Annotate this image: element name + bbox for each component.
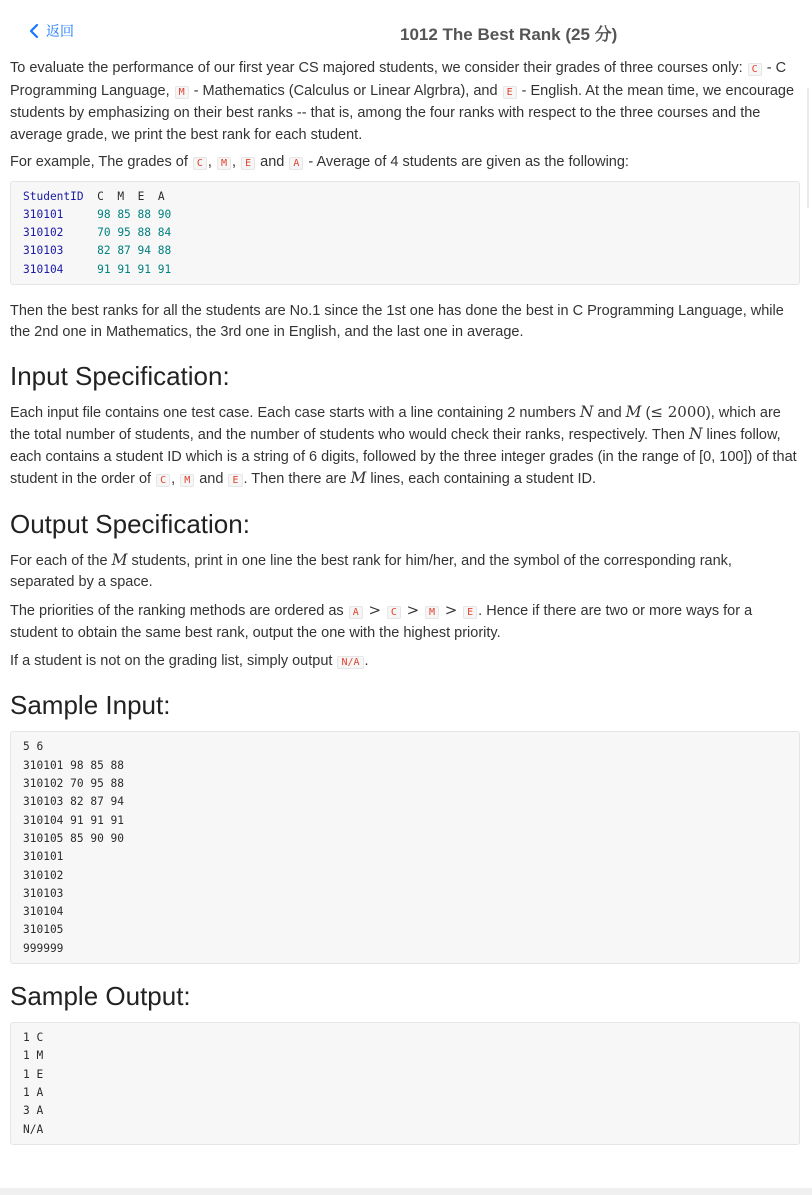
sample-input-line: 310104 91 91 91: [23, 813, 125, 827]
inline-code: E: [463, 606, 477, 619]
sample-input-line: 310103 82 87 94: [23, 795, 125, 809]
grades-table-code: StudentID C M E A 310101 98 85 88 90 310102 70 95 88 84 310103 82 87 94 88 310104 91 91 91 91: [10, 181, 800, 285]
sample-output-line: 1 E: [23, 1067, 44, 1081]
sample-input-line: 310105 85 90 90: [23, 831, 125, 845]
output-spec-heading: Output Specification:: [10, 508, 250, 539]
sample-input-line: 310104: [23, 905, 64, 919]
inline-code: C: [156, 474, 170, 487]
inline-code: A: [289, 157, 303, 170]
input-spec-text: Each input file contains one test case. Each case starts with a line containing 2 numbers N and M (≤ 2000), which are the total number of students, and the number of students who would check their ranks, respectively. Then N lines follow, each contains a student ID which is a string of 6 digits, followed by the three integer grades (in the range of [0, 100]) of that student in the order of C , M and E . Then there are M lines, each containing a student ID.: [10, 402, 797, 488]
back-button[interactable]: [28, 19, 74, 43]
sample-input-line: 310101 98 85 88: [23, 758, 125, 772]
intro-paragraph-2: For example, The grades of C , M , E and A - Average of 4 students are given as the following:: [10, 154, 629, 170]
intro-paragraph-1: To evaluate the performance of our first year CS majored students, we consider their grades of three courses only: C - C Programming Language, M - Mathematics (Calculus or Linear Algrbra), and E - English. At the mean time, we encourage students by emphasizing on their best ranks -- that is, among the four ranks with respect to the three courses and the average grade, we print the best rank for each student.: [10, 60, 795, 143]
back-label: 返回: [46, 24, 74, 40]
sample-input-line: 999999: [23, 941, 64, 955]
scroll-edge: [807, 88, 809, 208]
sample-output-line: N/A: [23, 1122, 44, 1136]
inline-code: N/A: [337, 656, 363, 669]
inline-code: C: [387, 606, 401, 619]
inline-code: E: [503, 86, 517, 99]
output-spec-paragraph-3: If a student is not on the grading list, simply output N/A .: [10, 652, 369, 669]
sample-input-line: 310102 70 95 88: [23, 777, 125, 791]
sample-input-code: [10, 731, 800, 964]
inline-code: C: [193, 157, 207, 170]
sample-output-code: [10, 1022, 800, 1145]
inline-code: A: [349, 606, 363, 619]
sample-input-line: 5 6: [23, 740, 44, 754]
inline-code: M: [175, 86, 189, 99]
sample-output-heading: Sample Output:: [10, 981, 191, 1012]
inline-code: E: [241, 157, 255, 170]
sample-output-line: 1 M: [23, 1049, 44, 1063]
sample-input-line: 310101: [23, 850, 64, 864]
inline-code: M: [425, 606, 439, 619]
sample-output-line: 3 A: [23, 1104, 44, 1118]
sample-input-line: 310102: [23, 868, 64, 882]
bottom-divider: [0, 1188, 812, 1195]
chevron-left-icon: [28, 23, 40, 39]
input-spec-heading: Input Specification:: [10, 360, 230, 391]
inline-code: M: [217, 157, 231, 170]
inline-code: C: [748, 63, 762, 76]
inline-code: E: [228, 474, 242, 487]
top-bar: [0, 0, 812, 60]
problem-content: [10, 58, 800, 1145]
sample-input-line: 310105: [23, 923, 64, 937]
sample-output-line: 1 A: [23, 1085, 44, 1099]
sample-input-heading: Sample Input:: [10, 690, 171, 721]
output-spec-paragraph-1: For each of the M students, print in one line the best rank for him/her, and the symbol of the corresponding rank, separated by a space.: [10, 550, 732, 591]
page-title: 1012 The Best Rank (25 分): [400, 25, 618, 44]
sample-output-line: 1 C: [23, 1031, 44, 1045]
inline-code: M: [180, 474, 194, 487]
intro-paragraph-3: Then the best ranks for all the students are No.1 since the 1st one has done the best in C Programming Language, while the 2nd one in Mathematics, the 3rd one in English, and the last one in average.: [10, 302, 784, 341]
output-spec-paragraph-2: The priorities of the ranking methods are ordered as A > C > M > E . Hence if there are two or more ways for a student to obtain the same best rank, output the one with the highest priority.: [10, 600, 753, 642]
sample-input-line: 310103: [23, 886, 64, 900]
